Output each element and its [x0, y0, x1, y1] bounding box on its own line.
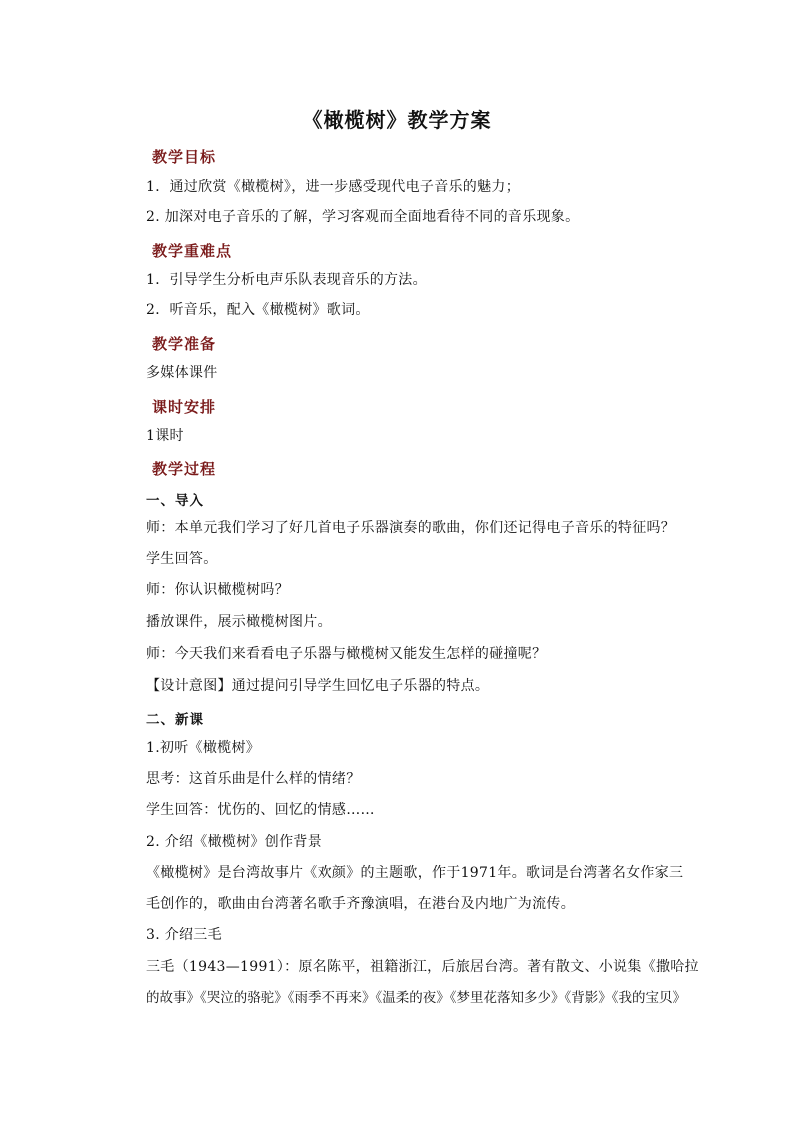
lesson-line-9: 的故事》《哭泣的骆驼》《雨季不再来》《温柔的夜》《梦里花落知多少》《背影》《我的宝贝》	[146, 990, 686, 1006]
lesson-line-2: 思考：这首乐曲是什么样的情绪？	[146, 771, 361, 787]
key-point-line-1: 1．引导学生分析电声乐队表现音乐的方法。	[146, 272, 427, 288]
schedule-line-1: 1课时	[146, 428, 184, 444]
lesson-line-5: 《橄榄树》是台湾故事片《欢颜》的主题歌，作于1971年。歌词是台湾著名女作家三	[146, 865, 684, 881]
lesson-line-3: 学生回答：忧伤的、回忆的情感……	[146, 802, 375, 818]
key-point-line-2: 2．听音乐，配入《橄榄树》歌词。	[146, 302, 370, 318]
intro-line-3: 师：你认识橄榄树吗？	[146, 582, 289, 598]
section-heading-schedule: 课时安排	[152, 398, 217, 416]
section-heading-goals: 教学目标	[152, 148, 217, 166]
section-heading-process: 教学过程	[152, 460, 217, 478]
lesson-line-1: 1.初听《橄榄树》	[146, 740, 261, 756]
goal-line-1: 1．通过欣赏《橄榄树》，进一步感受现代电子音乐的魅力；	[146, 179, 521, 195]
lesson-line-8: 三毛（1943—1991）：原名陈平，祖籍浙江，后旅居台湾。著有散文、小说集《撒哈拉	[146, 959, 699, 975]
section-heading-prep: 教学准备	[152, 335, 217, 353]
subsection-title-new-lesson: 二、新课	[146, 712, 204, 728]
section-heading-key-points: 教学重难点	[152, 242, 233, 260]
intro-line-5: 师：今天我们来看看电子乐器与橄榄树又能发生怎样的碰撞呢？	[146, 646, 547, 662]
intro-line-1: 师：本单元我们学习了好几首电子乐器演奏的歌曲，你们还记得电子音乐的特征吗？	[146, 520, 676, 536]
intro-line-2: 学生回答。	[146, 551, 218, 567]
intro-line-4: 播放课件，展示橄榄树图片。	[146, 614, 332, 630]
lesson-line-7: 3. 介绍三毛	[146, 927, 222, 943]
intro-line-6: 【设计意图】通过提问引导学生回忆电子乐器的特点。	[146, 678, 490, 694]
subsection-title-intro: 一、导入	[146, 493, 204, 509]
lesson-line-4: 2. 介绍《橄榄树》创作背景	[146, 834, 323, 850]
lesson-line-6: 毛创作的，歌曲由台湾著名歌手齐豫演唱，在港台及内地广为流传。	[146, 896, 575, 912]
goal-line-2: 2. 加深对电子音乐的了解，学习客观而全面地看待不同的音乐现象。	[146, 209, 580, 225]
document-title: 《橄榄树》教学方案	[302, 108, 492, 132]
prep-line-1: 多媒体课件	[146, 365, 218, 381]
